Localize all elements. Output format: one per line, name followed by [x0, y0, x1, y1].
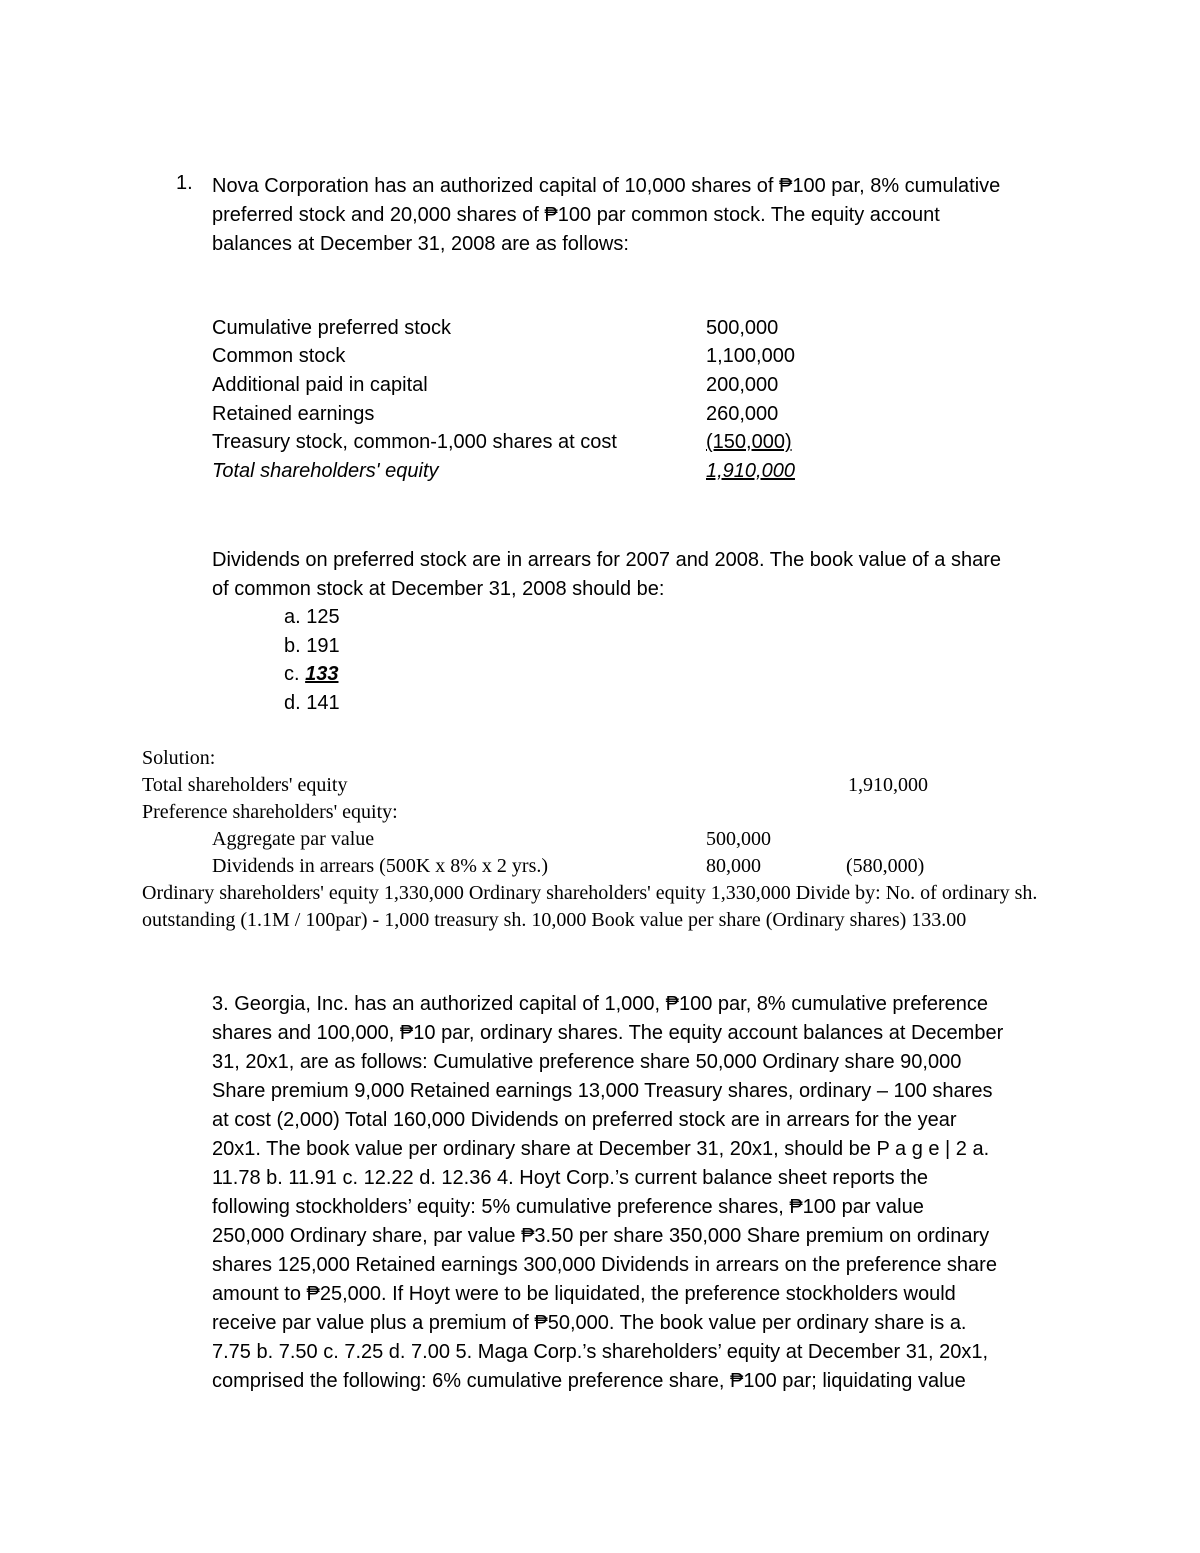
equity-amount: 200,000: [706, 373, 779, 396]
question-3-line: shares and 100,000, ₱10 par, ordinary shares. The equity account balances at December: [212, 1022, 1004, 1044]
table-row: [212, 343, 826, 372]
equity-label: Common stock: [212, 345, 346, 368]
question-1-text: [212, 172, 1072, 259]
solution-arrears-row: [142, 853, 1072, 880]
question-1-number: 1.: [176, 172, 193, 194]
equity-balances-table: [212, 314, 826, 486]
table-row: [212, 400, 826, 429]
question-3-line: 3. Georgia, Inc. has an authorized capital of 1,000, ₱100 par, 8% cumulative preference: [212, 993, 989, 1015]
equity-amount: 260,000: [706, 402, 779, 425]
equity-label: Treasury stock, common-1,000 shares at cost: [212, 431, 617, 454]
solution-arrears-label: Dividends in arrears (500K x 8% x 2 yrs.): [212, 855, 549, 877]
equity-label: Cumulative preferred stock: [212, 316, 451, 339]
question-3-line: at cost (2,000) Total 160,000 Dividends on preferred stock are in arrears for the year: [212, 1109, 957, 1131]
choice-a: a. 125: [284, 606, 340, 628]
solution-pref-label: Preference shareholders' equity:: [142, 801, 398, 823]
equity-amount: [706, 428, 826, 457]
equity-label: Additional paid in capital: [212, 373, 428, 396]
question-3-line: receive par value plus a premium of ₱50,000. The book value per ordinary share is a.: [212, 1312, 967, 1334]
solution-paragraph: Ordinary shareholders' equity 1,330,000 Ordinary shareholders' equity 1,330,000 Divide by: No. of ordinary sh. outstanding (1.1M / 100par) - 1,000 treasury sh. 10,000 Book value per share (Ordinary shares) 133.00: [142, 882, 1038, 931]
question-3-line: amount to ₱25,000. If Hoyt were to be liquidated, the preference stockholders would: [212, 1283, 956, 1305]
solution-par-label: Aggregate par value: [212, 828, 375, 850]
question-3-line: 250,000 Ordinary share, par value ₱3.50 per share 350,000 Share premium on ordinary: [212, 1225, 990, 1247]
solution-total-row: [142, 772, 1072, 799]
question-3-line: comprised the following: 6% cumulative preference share, ₱100 par; liquidating value: [212, 1370, 966, 1392]
choice-d: d. 141: [284, 691, 340, 714]
equity-total-label: Total shareholders' equity: [212, 459, 439, 482]
solution-arrears-amount: 80,000: [706, 855, 761, 877]
question-3-line: shares 125,000 Retained earnings 300,000 Dividends in arrears on the preference share: [212, 1254, 997, 1276]
answer-choices: [284, 603, 340, 717]
solution-total-label: Total shareholders' equity: [142, 774, 348, 796]
dividends-line: Dividends on preferred stock are in arrears for 2007 and 2008. The book value of a share: [212, 549, 1001, 571]
solution-block: [142, 745, 1072, 934]
solution-arrears-total: (580,000): [846, 855, 925, 877]
question-1-line: Nova Corporation has an authorized capital of 10,000 shares of ₱100 par, 8% cumulative: [212, 175, 1001, 197]
question-3-line: following stockholders’ equity: 5% cumulative preference shares, ₱100 par value: [212, 1196, 924, 1218]
equity-label: Retained earnings: [212, 402, 375, 425]
table-row: [212, 371, 826, 400]
question-1-dividends-text: [212, 546, 1001, 603]
solution-total-amount: 1,910,000: [848, 774, 928, 796]
equity-amount: 1,100,000: [706, 345, 795, 368]
equity-amount: 500,000: [706, 316, 779, 339]
equity-amount: [706, 457, 826, 486]
table-row: [212, 314, 826, 343]
treasury-amount: (150,000): [706, 431, 792, 454]
question-3-text: [212, 990, 1072, 1396]
solution-pref-row: [142, 799, 1072, 826]
solution-heading-row: [142, 745, 1072, 772]
choice-c-value: 133: [305, 663, 339, 685]
question-3-line: 11.78 b. 11.91 c. 12.22 d. 12.36 4. Hoyt Corp.’s current balance sheet reports the: [212, 1167, 929, 1189]
dividends-line: of common stock at December 31, 2008 should be:: [212, 577, 665, 600]
equity-total-amount: 1,910,000: [706, 459, 795, 482]
question-3-line: 7.75 b. 7.50 c. 7.25 d. 7.00 5. Maga Corp.’s shareholders’ equity at December 31, 20x1,: [212, 1341, 989, 1363]
choice-c: [284, 660, 340, 689]
question-1-line: balances at December 31, 2008 are as follows:: [212, 233, 629, 255]
choice-b: b. 191: [284, 634, 340, 657]
table-row: [212, 457, 826, 486]
solution-heading: Solution:: [142, 747, 216, 769]
question-1-line: preferred stock and 20,000 shares of ₱100 par common stock. The equity account: [212, 204, 940, 226]
question-3-line: 20x1. The book value per ordinary share at December 31, 20x1, should be P a g e | 2 a.: [212, 1138, 990, 1160]
choice-c-letter: c.: [284, 663, 300, 685]
question-3-line: 31, 20x1, are as follows: Cumulative preference share 50,000 Ordinary share 90,000: [212, 1051, 962, 1073]
solution-par-row: [142, 826, 1072, 853]
table-row: [212, 428, 826, 457]
question-3-line: Share premium 9,000 Retained earnings 13,000 Treasury shares, ordinary – 100 shares: [212, 1080, 993, 1102]
solution-par-amount: 500,000: [706, 828, 771, 850]
